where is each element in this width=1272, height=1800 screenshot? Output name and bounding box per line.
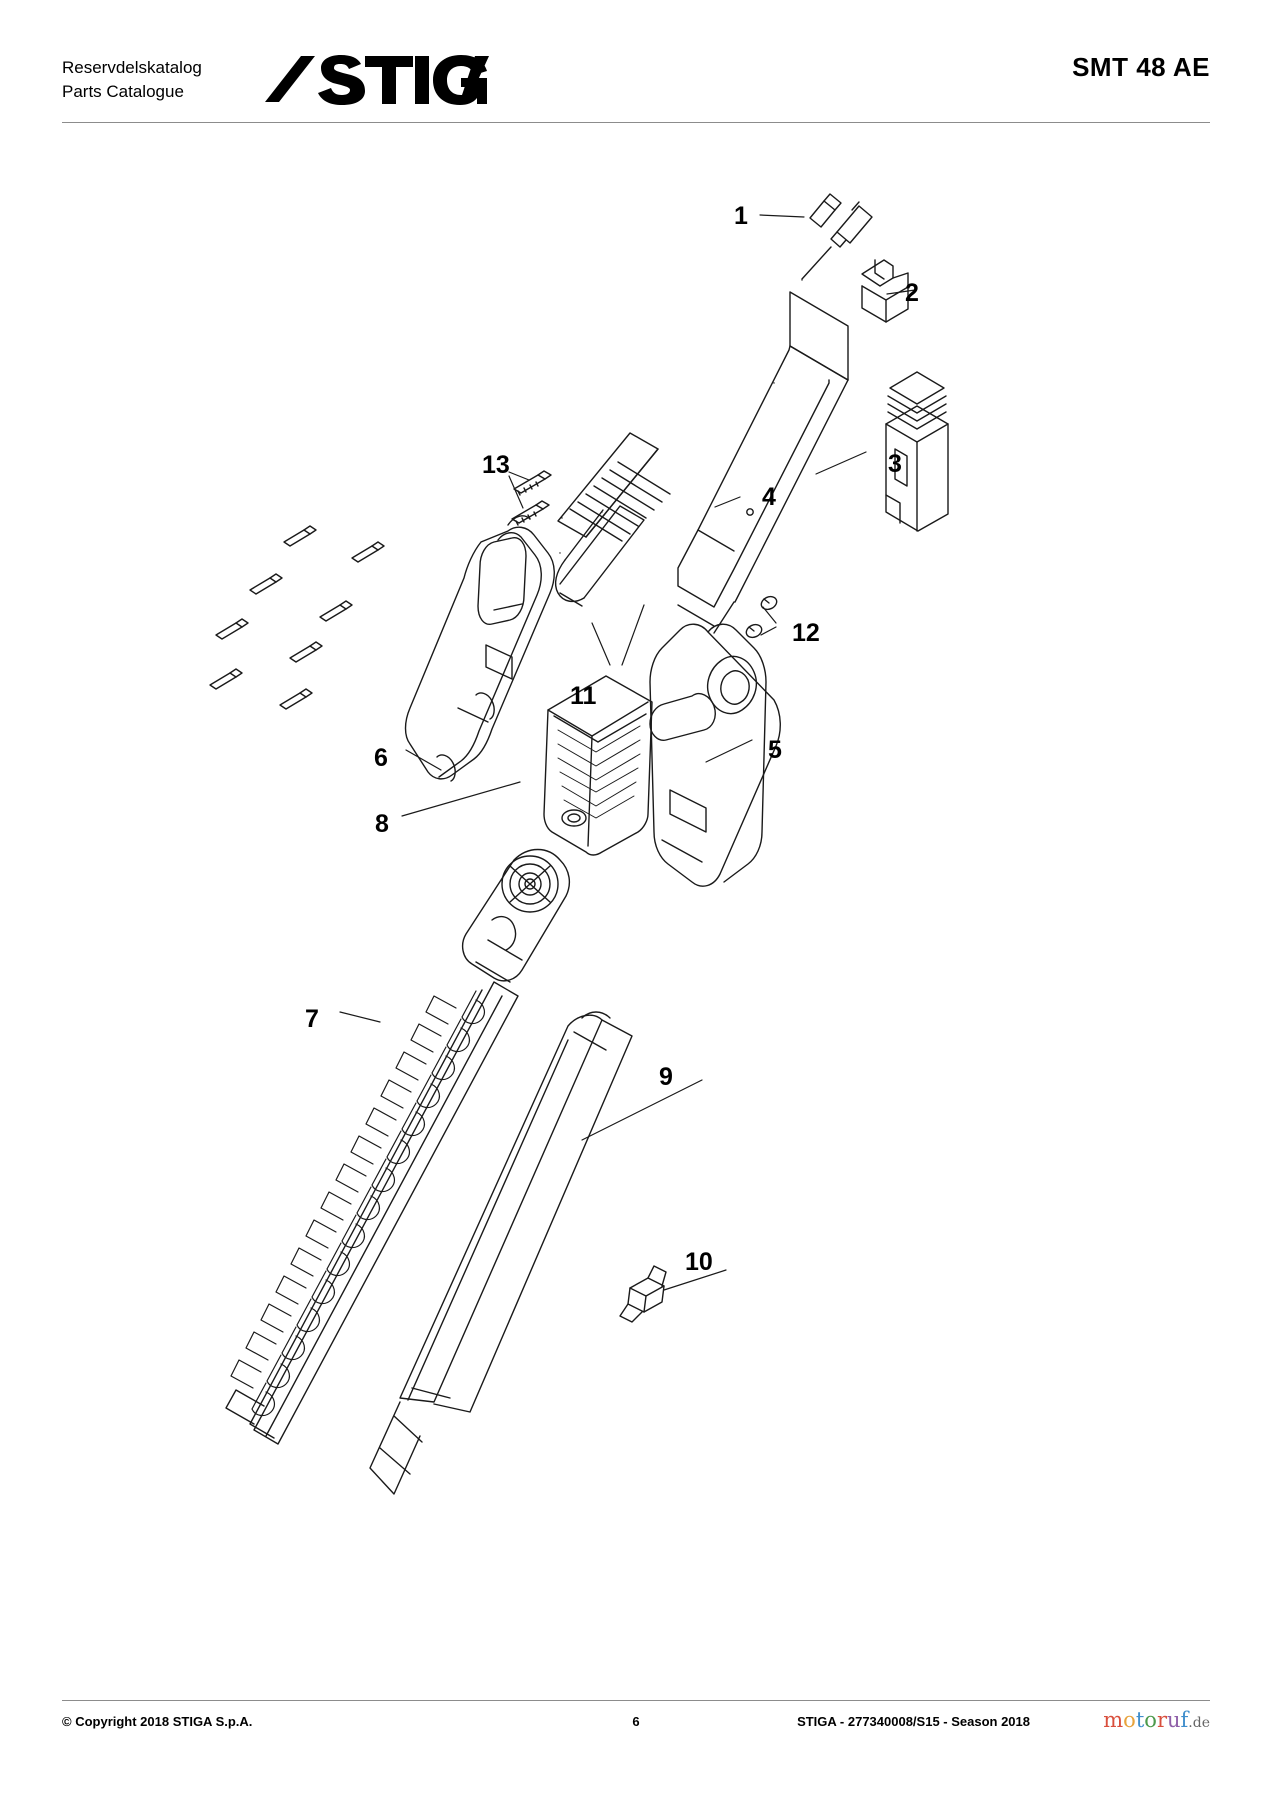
watermark-letter-r: r xyxy=(1156,1708,1167,1732)
part-12-caps xyxy=(744,594,779,640)
callout-2: 2 xyxy=(905,279,919,307)
callout-10: 10 xyxy=(685,1248,713,1276)
callout-13: 13 xyxy=(482,451,510,479)
part-8-pad xyxy=(544,676,652,855)
part-4-shaft xyxy=(678,280,848,633)
part-2-plug xyxy=(862,260,908,322)
copyright-notice: © Copyright 2018 STIGA S.p.A. xyxy=(62,1714,253,1729)
watermark-letter-o2: o xyxy=(1144,1708,1157,1732)
catalog-titles xyxy=(62,56,202,104)
watermark-letter-t: t xyxy=(1135,1708,1145,1732)
callout-12: 12 xyxy=(792,619,820,647)
part-10-clip xyxy=(620,1266,666,1322)
watermark-letter-u: u xyxy=(1166,1708,1181,1732)
motoruf-watermark xyxy=(1103,1708,1210,1732)
watermark-letter-m: m xyxy=(1103,1708,1124,1732)
catalog-title-sv: Reservdelskatalog xyxy=(62,58,202,77)
callout-1: 1 xyxy=(734,202,748,230)
part-6-housing-left xyxy=(406,516,555,781)
part-1-connector xyxy=(802,194,872,279)
stiga-logo xyxy=(257,48,497,110)
footer-divider xyxy=(62,1700,1210,1701)
part-5-housing-right xyxy=(650,624,780,886)
screws-group xyxy=(210,526,384,709)
part-9-sheath xyxy=(370,1012,632,1494)
callout-5: 5 xyxy=(768,736,782,764)
header-divider xyxy=(62,122,1210,123)
model-designation: SMT 48 AE xyxy=(1072,52,1210,82)
callout-6: 6 xyxy=(374,744,388,772)
page-header xyxy=(62,48,1210,126)
callout-11: 11 xyxy=(570,682,597,710)
watermark-letter-o1: o xyxy=(1123,1708,1136,1732)
callout-4: 4 xyxy=(762,483,776,511)
callout-8: 8 xyxy=(375,810,389,838)
exploded-diagram xyxy=(62,140,1210,1680)
catalog-title-en: Parts Catalogue xyxy=(62,82,184,101)
part-7-cutter-bar xyxy=(226,850,569,1445)
callout-9: 9 xyxy=(659,1063,673,1091)
page-number: 6 xyxy=(632,1714,640,1729)
watermark-suffix: .de xyxy=(1188,1715,1210,1731)
callout-3: 3 xyxy=(888,450,902,478)
document-reference: STIGA - 277340008/S15 - Season 2018 xyxy=(797,1714,1030,1729)
watermark-letter-f: f xyxy=(1180,1708,1189,1732)
part-11-rail xyxy=(556,433,670,606)
page-footer xyxy=(62,1700,1210,1750)
callout-7: 7 xyxy=(305,1005,319,1033)
